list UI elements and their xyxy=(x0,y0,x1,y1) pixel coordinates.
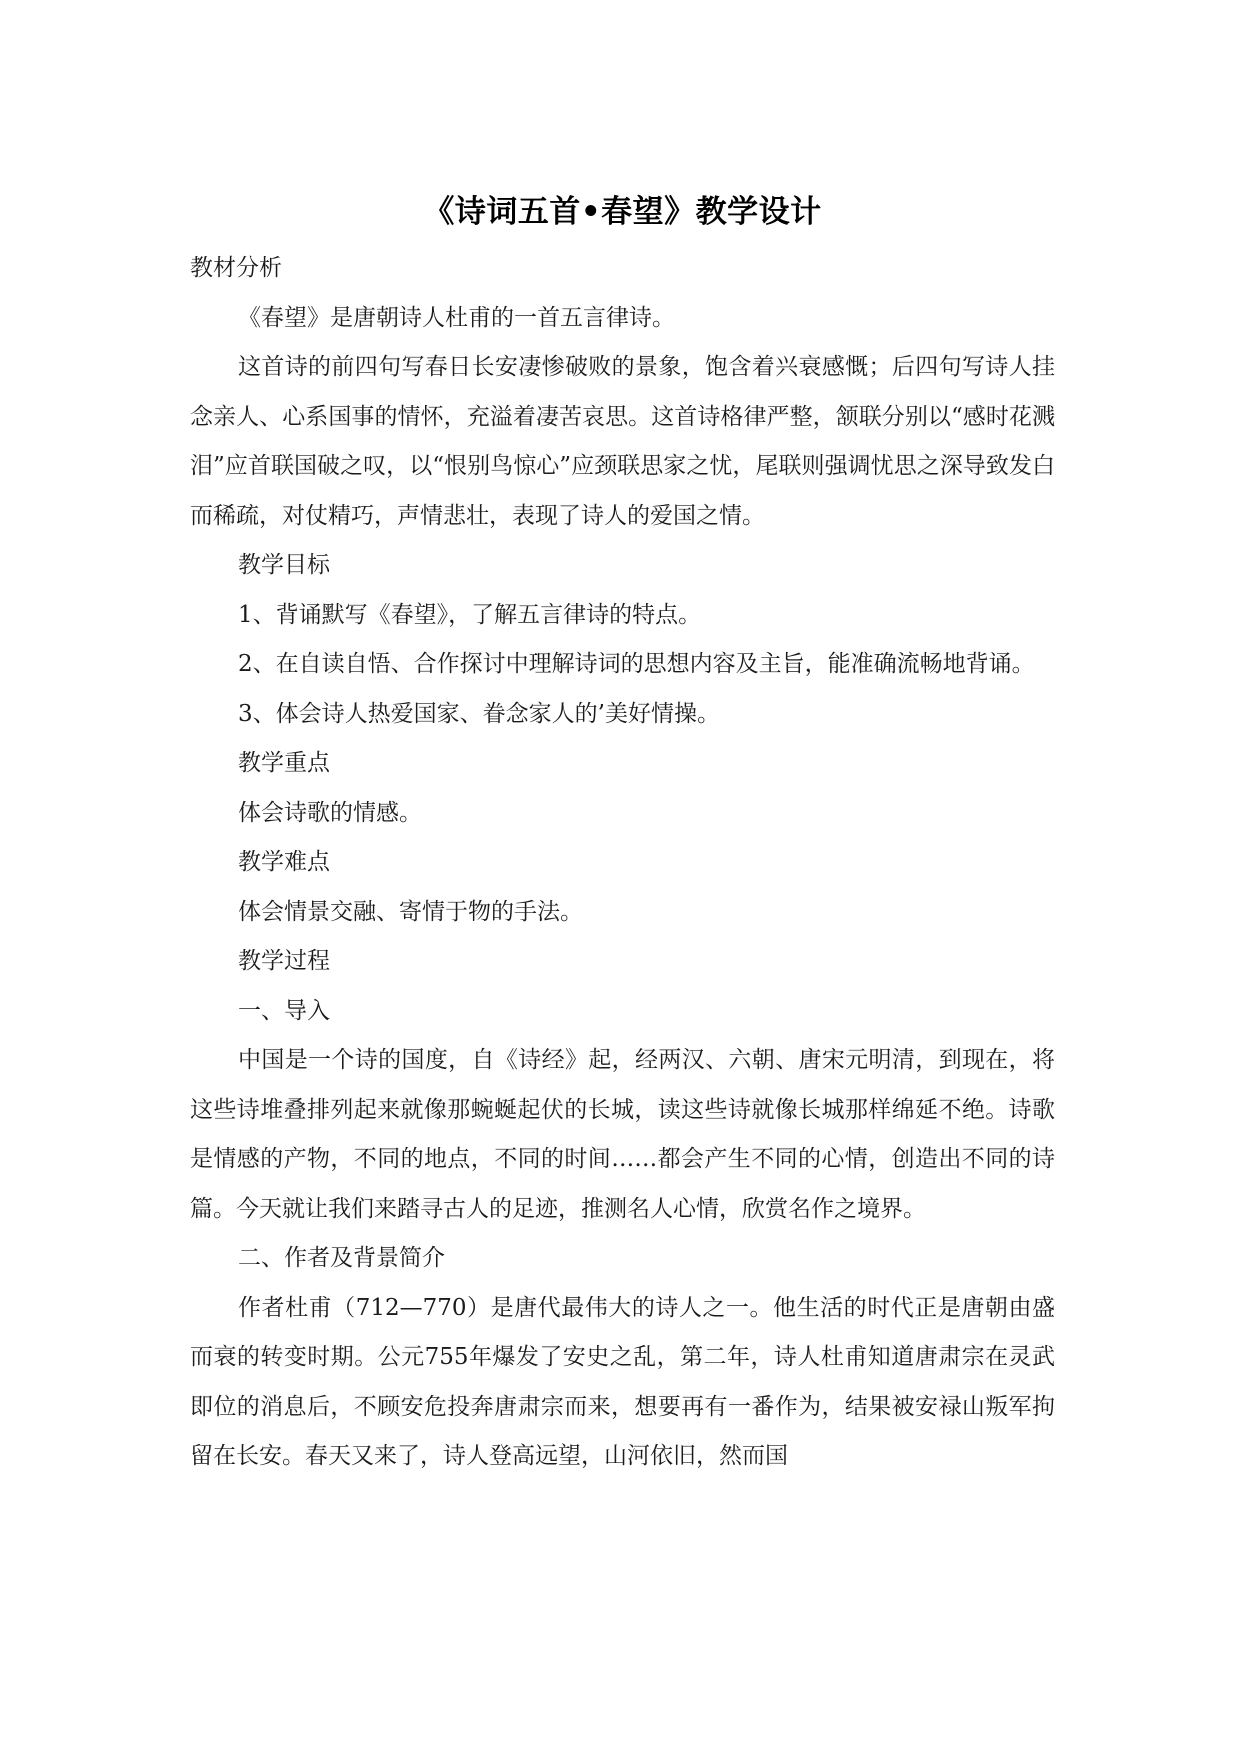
paragraph-intro: 《春望》是唐朝诗人杜甫的一首五言律诗。 xyxy=(238,304,675,331)
document-body xyxy=(190,188,1055,1482)
document-title: 《诗词五首•春望》教学设计 xyxy=(423,194,822,230)
objective-item-3: 3、体会诗人热爱国家、眷念家人的’美好情操。 xyxy=(238,700,720,727)
section-heading-difficulties: 教学难点 xyxy=(238,849,330,875)
paragraph-author-background: 作者杜甫（712—770）是唐代最伟大的诗人之一。他生活的时代正是唐朝由盛而衰的转变时期。公元755年爆发了安史之乱，第二年，诗人杜甫知道唐肃宗在灵武即位的消息后，不顾安危投奔唐肃宗而来，想要再有一番作为，结果被安禄山叛军拘留在长安。春天又来了，诗人登高远望，山河依旧，然而国 xyxy=(190,1294,1055,1469)
paragraph-introduction: 中国是一个诗的国度，自《诗经》起，经两汉、六朝、唐宋元明清，到现在，将这些诗堆叠排列起来就像那蜿蜒起伏的长城，读这些诗就像长城那样绵延不绝。诗歌是情感的产物，不同的地点，不同的时间……都会产生不同的心情，创造出不同的诗篇。今天就让我们来踏寻古人的足迹，推测名人心情，欣赏名作之境界。 xyxy=(190,1047,1055,1222)
section-heading-process: 教学过程 xyxy=(238,948,330,974)
paragraph-analysis: 这首诗的前四句写春日长安凄惨破败的景象，饱含着兴衰感慨；后四句写诗人挂念亲人、心系国事的情怀，充溢着凄苦哀思。这首诗格律严整，颔联分别以“感时花溅泪”应首联国破之叹，以“恨别鸟惊心”应颈联思家之忧，尾联则强调忧思之深导致发白而稀疏，对仗精巧，声情悲壮，表现了诗人的爱国之情。 xyxy=(190,354,1055,529)
difficulty-text: 体会情景交融、寄情于物的手法。 xyxy=(238,898,583,925)
process-step-intro-heading: 一、导入 xyxy=(238,997,330,1024)
section-heading-key-points: 教学重点 xyxy=(238,750,330,776)
section-heading-material-analysis: 教材分析 xyxy=(190,255,282,281)
key-point-text: 体会诗歌的情感。 xyxy=(238,799,422,826)
process-step-author-heading: 二、作者及背景简介 xyxy=(238,1245,445,1271)
objective-item-2: 2、在自读自悟、合作探讨中理解诗词的思想内容及主旨，能准确流畅地背诵。 xyxy=(238,651,1035,677)
section-heading-objectives: 教学目标 xyxy=(238,552,330,578)
objective-item-1: 1、背诵默写《春望》，了解五言律诗的特点。 xyxy=(238,601,702,628)
